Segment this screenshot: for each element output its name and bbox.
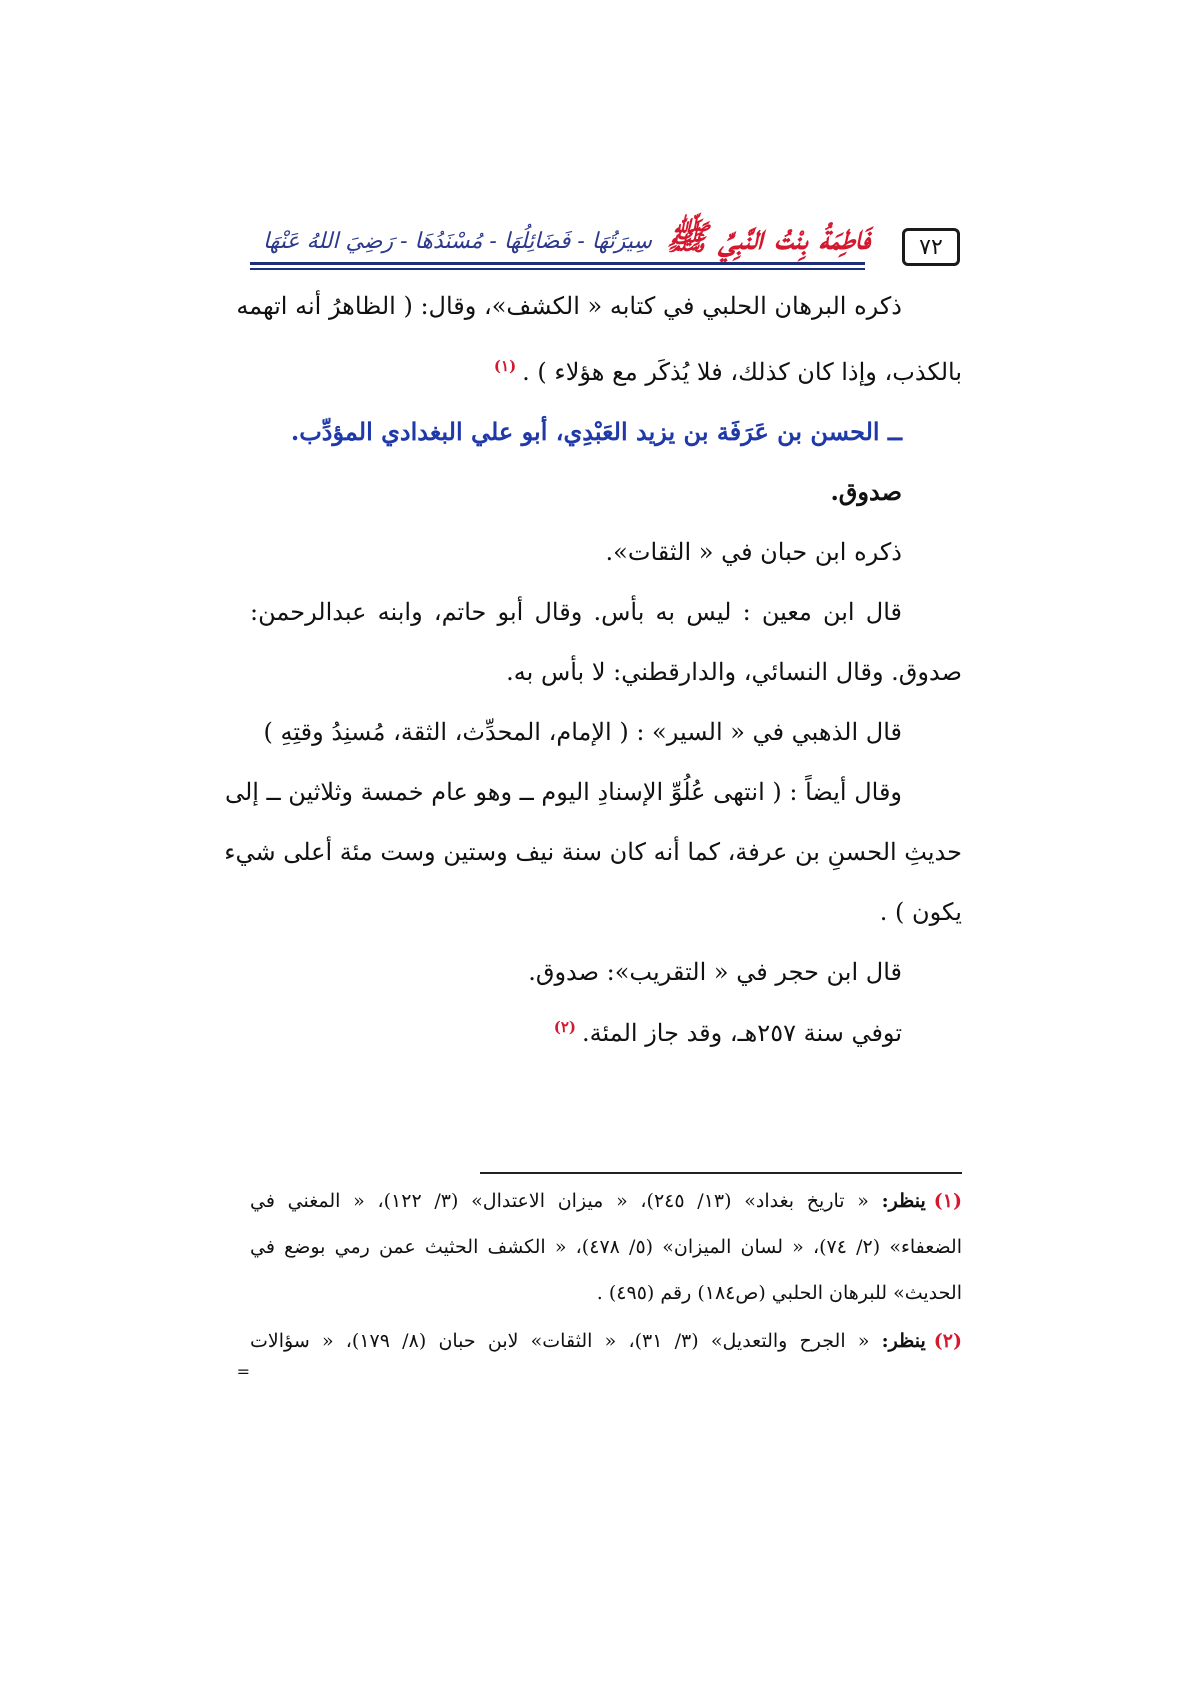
header-rule-thin	[250, 268, 865, 270]
footnote-ref-1[interactable]: (١)	[493, 357, 517, 375]
book-title-subtitle: سِيرَتُهَا - فَضَائِلُهَا - مُسْنَدُهَا - رَضِيَ اللهُ عَنْهَا	[262, 228, 652, 254]
book-title	[250, 200, 870, 258]
paragraph-5-line-1: وقال أيضاً : ( انتهى عُلُوِّ الإسنادِ اليوم ــ وهو عام خمسة وثلاثين ــ إلى	[224, 778, 902, 806]
header-rule-thick	[250, 262, 865, 265]
footnote-1-line-2: الضعفاء» (٢/ ٧٤)، « لسان الميزان» (٥/ ٤٧٨)، « الكشف الحثيث عمن رمي بوضع في	[250, 1236, 962, 1258]
paragraph-4: قال الذهبي في « السير» : ( الإمام، المحدِّث، الثقة، مُسنِدُ وقتِهِ )	[263, 718, 902, 746]
verdict: صدوق.	[830, 477, 902, 506]
footnote-2-label: ينظر:	[881, 1330, 926, 1352]
footnote-1-label: ينظر:	[881, 1190, 926, 1212]
paragraph-1-line-2-text: بالكذب، وإذا كان كذلك، فلا يُذكَر مع هؤلاء ) .	[522, 358, 962, 386]
footnote-1-number: (١)	[933, 1190, 962, 1212]
paragraph-3-line-1: قال ابن معين : ليس به بأس. وقال أبو حاتم، وابنه عبدالرحمن:	[250, 598, 902, 626]
paragraph-1-line-1: ذكره البرهان الحلبي في كتابه « الكشف»، وقال: ( الظاهرُ أنه اتهمه	[236, 292, 902, 320]
paragraph-7	[554, 1018, 902, 1048]
paragraph-7-text: توفي سنة ٢٥٧هـ، وقد جاز المئة.	[581, 1019, 902, 1047]
footnote-1-line-3: الحديث» للبرهان الحلبي (ص١٨٤) رقم (٤٩٥) .	[596, 1282, 962, 1304]
footnote-1-line-1	[250, 1190, 962, 1213]
paragraph-1-line-2	[494, 357, 962, 387]
continuation-mark: =	[236, 1362, 250, 1381]
footnote-separator	[480, 1172, 962, 1174]
footnote-2-number: (٢)	[933, 1330, 962, 1352]
entry-heading: ــ الحسن بن عَرَفَة بن يزيد العَبْدِي، أبو علي البغدادي المؤدِّب.	[290, 417, 902, 446]
running-header	[250, 190, 960, 270]
paragraph-3-line-2: صدوق. وقال النسائي، والدارقطني: لا بأس به.	[506, 658, 962, 686]
page-number: ٧٢	[902, 228, 960, 266]
footnote-2-line-1	[250, 1330, 962, 1353]
paragraph-6: قال ابن حجر في « التقريب»: صدوق.	[528, 958, 902, 986]
footnote-ref-2[interactable]: (٢)	[553, 1018, 576, 1036]
footnote-2-line-1-text: « الجرح والتعديل» (٣/ ٣١)، « الثقات» لابن حبان (٨/ ١٧٩)، « سؤالات	[250, 1330, 870, 1352]
footnote-1-line-1-text: « تاريخ بغداد» (١٣/ ٢٤٥)، « ميزان الاعتدال» (٣/ ١٢٢)، « المغني في	[250, 1190, 869, 1212]
paragraph-2: ذكره ابن حبان في « الثقات».	[605, 538, 902, 566]
paragraph-5-line-3: يكون ) .	[879, 898, 962, 926]
book-title-main: فَاطِمَةُ بِنْتُ النَّبِيِّ ﷺ	[666, 218, 870, 258]
paragraph-5-line-2: حديثِ الحسنِ بن عرفة، كما أنه كان سنة نيف وستين وست مئة أعلى شيء	[224, 838, 962, 866]
